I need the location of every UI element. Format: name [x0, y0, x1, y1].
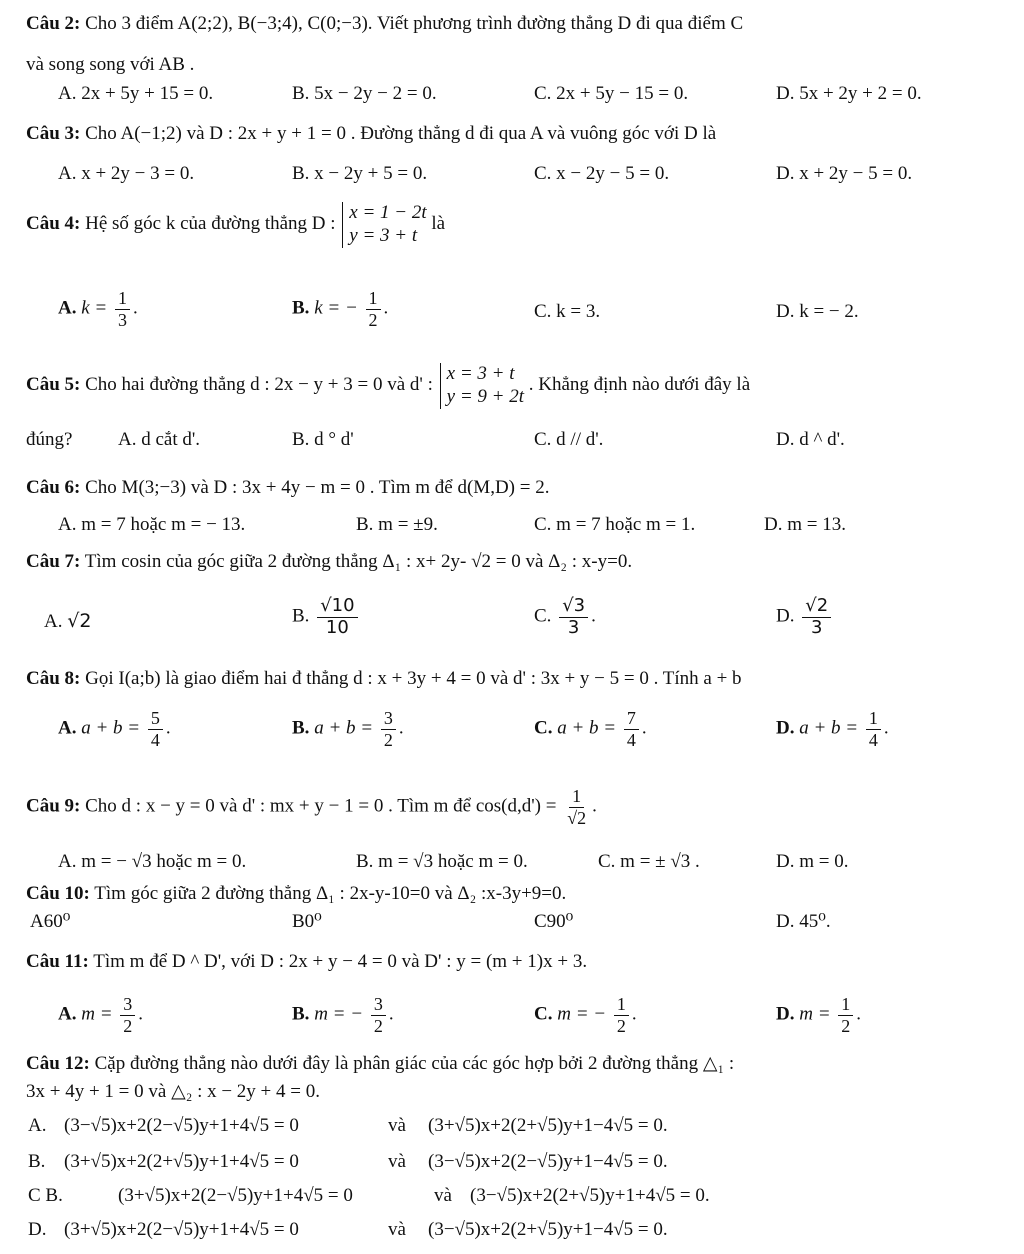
q12-option-d-eq1: (3+√5)x+2(2−√5)y+1+4√5 = 0 — [64, 1219, 299, 1240]
q5-stem-line2: đúng? — [26, 429, 73, 450]
q2-stem — [26, 12, 1012, 36]
fraction-numerator: √2 — [802, 596, 831, 618]
q10-option-d: D. 45⁰. — [776, 911, 831, 932]
fraction-denominator: 4 — [868, 729, 878, 750]
q8-option-b: B. a + b = $\frac{3}{2}$ . — [292, 708, 404, 750]
q8-option-c-label: C. — [534, 717, 553, 739]
fraction-denominator: √2 — [567, 807, 587, 828]
q5-text1: Cho hai đường thẳng d : 2x − y + 3 = 0 và d' : — [85, 374, 433, 396]
q4-system-eq2: y = 3 + t — [349, 224, 418, 246]
fraction-denominator: 2 — [123, 1015, 133, 1036]
q2-text1: Cho 3 điểm A(2;2), B(−3;4), C(0;−3). Viết phương trình đường thẳng D đi qua điểm C — [85, 13, 744, 34]
q8-option-c: C. a + b = $\frac{7}{4}$ . — [534, 708, 647, 750]
fraction-numerator: 1 — [866, 708, 881, 730]
q9-head: Câu 9: — [26, 795, 81, 817]
fraction-denominator: 4 — [626, 729, 636, 750]
fraction-numerator: √10 — [317, 596, 357, 618]
q11-option-d-label: D. — [776, 1003, 795, 1025]
q7-option-a-label: A. — [44, 611, 63, 632]
fraction-numerator: 1 — [838, 994, 853, 1016]
q8-option-b-label: B. — [292, 717, 310, 739]
fraction-denominator: 2 — [383, 729, 393, 750]
q2-stem-line2: và song song với AB . — [26, 54, 195, 75]
q11-option-d-fraction — [838, 994, 853, 1036]
q12-option-b-label: B. — [28, 1151, 46, 1172]
q8-option-a-fraction — [148, 708, 163, 750]
q12-option-a-label: A. — [28, 1115, 47, 1136]
q10-option-a: A60⁰ — [30, 911, 71, 932]
q7-option-d-label: D. — [776, 605, 795, 627]
q2-option-a: A. 2x + 5y + 15 = 0. — [58, 83, 214, 104]
q12-option-b-eq1: (3+√5)x+2(2+√5)y+1+4√5 = 0 — [64, 1151, 299, 1172]
q4-text2: là — [431, 213, 446, 235]
q4-option-a: A. k = $\frac{1}{3}$ . — [58, 288, 138, 330]
q4-option-a-fraction — [115, 288, 130, 330]
q9-text: Cho d : x − y = 0 và d' : mx + y − 1 = 0 . Tìm m để cos(d,d') = — [85, 795, 557, 817]
q11-option-c-label: C. — [534, 1003, 553, 1025]
fraction-numerator: 3 — [120, 994, 135, 1016]
fraction-numerator: 1 — [366, 288, 381, 310]
q12-option-c-eq2: (3−√5)x+2(2+√5)y+1+4√5 = 0. — [470, 1185, 710, 1206]
q7-option-a-value: √2 — [67, 610, 92, 632]
q4-stem — [26, 202, 1012, 248]
q7-option-a — [44, 610, 91, 634]
q8-text: Gọi I(a;b) là giao điểm hai đ thẳng d : x + 3y + 4 = 0 và d' : 3x + y − 5 = 0 . Tính a + b — [85, 668, 742, 689]
q6-option-a: A. m = 7 hoặc m = − 13. — [58, 514, 246, 535]
q7-option-b-label: B. — [292, 605, 310, 627]
q7-option-c: C. $\frac{√3}{3}$ . — [534, 595, 596, 638]
q4-option-b-label: B. — [292, 297, 310, 319]
q11-option-a-fraction — [120, 994, 135, 1036]
q3-head: Câu 3: — [26, 123, 81, 144]
q8-option-d: D. a + b = $\frac{1}{4}$ . — [776, 708, 889, 750]
q5-option-b: B. d ° d' — [292, 429, 354, 450]
q12-option-d-eq2: (3−√5)x+2(2+√5)y+1−4√5 = 0. — [428, 1219, 668, 1240]
q8-option-b-lhs: a + b = — [314, 717, 374, 739]
q5-option-a: A. d cắt d'. — [118, 429, 201, 450]
q5-text2: . Khẳng định nào dưới đây là — [528, 374, 751, 396]
q8-option-d-fraction — [866, 708, 881, 750]
q11-option-a-label: A. — [58, 1003, 77, 1025]
q11-head: Câu 11: — [26, 951, 89, 972]
q11-text: Tìm m để D ^ D', với D : 2x + y − 4 = 0 và D' : y = (m + 1)x + 3. — [93, 951, 588, 972]
fraction-denominator: 2 — [616, 1015, 626, 1036]
q6-text: Cho M(3;−3) và D : 3x + 4y − m = 0 . Tìm m để d(M,D) = 2. — [85, 477, 550, 498]
q11-option-c: C. m = − $\frac{1}{2}$ . — [534, 994, 637, 1036]
q3-option-a: A. x + 2y − 3 = 0. — [58, 163, 195, 184]
q12-option-a-eq1: (3−√5)x+2(2−√5)y+1+4√5 = 0 — [64, 1115, 299, 1136]
fraction-numerator: 7 — [624, 708, 639, 730]
q7-option-b-fraction — [317, 596, 357, 638]
q11-option-b-label: B. — [292, 1003, 310, 1025]
q9-option-c: C. m = ± √3 . — [598, 851, 700, 872]
q8-option-d-label: D. — [776, 717, 795, 739]
q6-option-c: C. m = 7 hoặc m = 1. — [534, 514, 696, 535]
fraction-numerator: 1 — [614, 994, 629, 1016]
q10-option-c: C90⁰ — [534, 911, 574, 932]
q8-option-a: A. a + b = $\frac{5}{4}$ . — [58, 708, 171, 750]
q6-head: Câu 6: — [26, 477, 81, 498]
fraction-numerator: √3 — [559, 596, 588, 618]
q8-option-c-lhs: a + b = — [557, 717, 617, 739]
q5-system-eq2: y = 9 + 2t — [446, 385, 524, 407]
q4-option-b: B. k = − $\frac{1}{2}$ . — [292, 288, 389, 330]
q4-option-b-fraction — [366, 288, 381, 330]
q6-stem — [26, 476, 1012, 500]
q11-option-d: D. m = $\frac{1}{2}$ . — [776, 994, 862, 1036]
q12-option-d-label: D. — [28, 1219, 47, 1240]
q7-stem — [26, 550, 1012, 574]
q12-option-c-and: và — [434, 1185, 452, 1206]
q8-option-d-lhs: a + b = — [799, 717, 859, 739]
q7-option-c-fraction — [559, 596, 588, 638]
q4-system-eq1: x = 1 − 2t — [349, 202, 427, 223]
fraction-denominator: 10 — [325, 616, 349, 638]
q3-option-c: C. x − 2y − 5 = 0. — [534, 163, 670, 184]
q11-option-d-lhs: m = — [799, 1003, 831, 1025]
fraction-denominator: 2 — [841, 1015, 851, 1036]
q11-option-a-lhs: m = — [81, 1003, 113, 1025]
fraction-denominator: 2 — [368, 309, 378, 330]
q5-head: Câu 5: — [26, 374, 81, 396]
q8-option-a-lhs: a + b = — [81, 717, 141, 739]
q7-option-d — [776, 596, 834, 638]
q10-text: Tìm góc giữa 2 đường thẳng Δ₁ : 2x-y-10=0 và Δ₂ :x-3y+9=0. — [94, 883, 567, 904]
q11-option-a: A. m = $\frac{3}{2}$ . — [58, 994, 144, 1036]
q5-system — [440, 363, 524, 409]
q4-option-c: C. k = 3. — [534, 301, 601, 322]
q11-option-c-fraction — [614, 994, 629, 1036]
fraction-denominator: 2 — [373, 1015, 383, 1036]
q6-option-b: B. m = ±9. — [356, 514, 438, 535]
q12-option-d-and: và — [388, 1219, 406, 1240]
q12-option-c-label: C B. — [28, 1185, 63, 1206]
q4-option-a-lhs: k = — [81, 297, 108, 319]
q2-head: Câu 2: — [26, 13, 81, 34]
q3-option-b: B. x − 2y + 5 = 0. — [292, 163, 428, 184]
q5-system-eq1: x = 3 + t — [446, 363, 515, 384]
q9-fraction — [564, 786, 589, 828]
fraction-denominator: 4 — [150, 729, 160, 750]
q10-option-b: B0⁰ — [292, 911, 322, 932]
q12-option-a-eq2: (3+√5)x+2(2+√5)y+1−4√5 = 0. — [428, 1115, 668, 1136]
fraction-numerator: 3 — [381, 708, 396, 730]
q9-option-a: A. m = − √3 hoặc m = 0. — [58, 851, 247, 872]
fraction-denominator: 3 — [567, 616, 580, 638]
fraction-numerator: 3 — [371, 994, 386, 1016]
q4-option-d: D. k = − 2. — [776, 301, 859, 322]
q8-head: Câu 8: — [26, 668, 81, 689]
q4-option-a-label: A. — [58, 297, 77, 319]
q7-option-c-label: C. — [534, 605, 552, 627]
q5-option-d: D. d ^ d'. — [776, 429, 845, 450]
fraction-denominator: 3 — [810, 616, 823, 638]
q10-stem — [26, 882, 1012, 906]
q7-option-b — [292, 596, 361, 638]
q12-option-a-and: và — [388, 1115, 406, 1136]
q7-option-d-fraction — [802, 596, 831, 638]
q9-stem: Câu 9: Cho d : x − y = 0 và d' : mx + y − 1 = 0 . Tìm m để cos(d,d') = $\frac{1}{√2}$ . — [26, 786, 597, 828]
q2-option-d: D. 5x + 2y + 2 = 0. — [776, 83, 922, 104]
q7-head: Câu 7: — [26, 551, 81, 572]
q4-head: Câu 4: — [26, 213, 81, 235]
q12-option-b-and: và — [388, 1151, 406, 1172]
fraction-numerator: 1 — [569, 786, 584, 808]
q8-option-b-fraction — [381, 708, 396, 750]
q12-stem-line2: 3x + 4y + 1 = 0 và △₂ : x − 2y + 4 = 0. — [26, 1081, 320, 1102]
q4-option-b-lhs: k = − — [314, 297, 358, 319]
fraction-denominator: 3 — [118, 309, 127, 330]
q12-option-c-eq1: (3+√5)x+2(2−√5)y+1+4√5 = 0 — [118, 1185, 353, 1206]
q11-option-b-lhs: m = − — [314, 1003, 364, 1025]
q8-option-a-label: A. — [58, 717, 77, 739]
q11-option-b-fraction — [371, 994, 386, 1036]
q3-text: Cho A(−1;2) và D : 2x + y + 1 = 0 . Đường thẳng d đi qua A và vuông góc với D là — [85, 123, 717, 144]
q12-head: Câu 12: — [26, 1053, 90, 1074]
q9-option-d: D. m = 0. — [776, 851, 849, 872]
q2-option-b: B. 5x − 2y − 2 = 0. — [292, 83, 437, 104]
q5-option-c: C. d // d'. — [534, 429, 604, 450]
q4-text1: Hệ số góc k của đường thẳng D : — [85, 213, 336, 235]
q11-option-c-lhs: m = − — [557, 1003, 607, 1025]
q12-stem — [26, 1052, 1012, 1076]
fraction-numerator: 5 — [148, 708, 163, 730]
fraction-numerator: 1 — [115, 288, 130, 310]
q7-text: Tìm cosin của góc giữa 2 đường thẳng Δ₁ : x+ 2y- √2 = 0 và Δ₂ : x-y=0. — [84, 551, 633, 572]
q11-option-b: B. m = − $\frac{3}{2}$ . — [292, 994, 394, 1036]
q3-option-d: D. x + 2y − 5 = 0. — [776, 163, 913, 184]
q10-head: Câu 10: — [26, 883, 90, 904]
q3-stem — [26, 122, 1012, 146]
q12-option-b-eq2: (3−√5)x+2(2−√5)y+1−4√5 = 0. — [428, 1151, 668, 1172]
q2-option-c: C. 2x + 5y − 15 = 0. — [534, 83, 689, 104]
q4-system — [342, 202, 426, 248]
q8-option-c-fraction — [624, 708, 639, 750]
q6-option-d: D. m = 13. — [764, 514, 846, 535]
q8-stem — [26, 667, 1012, 691]
q12-text1: Cặp đường thẳng nào dưới đây là phân giác của các góc hợp bởi 2 đường thẳng △₁ : — [94, 1053, 735, 1074]
q5-stem — [26, 363, 1012, 409]
q11-stem — [26, 950, 1012, 974]
q9-option-b: B. m = √3 hoặc m = 0. — [356, 851, 528, 872]
